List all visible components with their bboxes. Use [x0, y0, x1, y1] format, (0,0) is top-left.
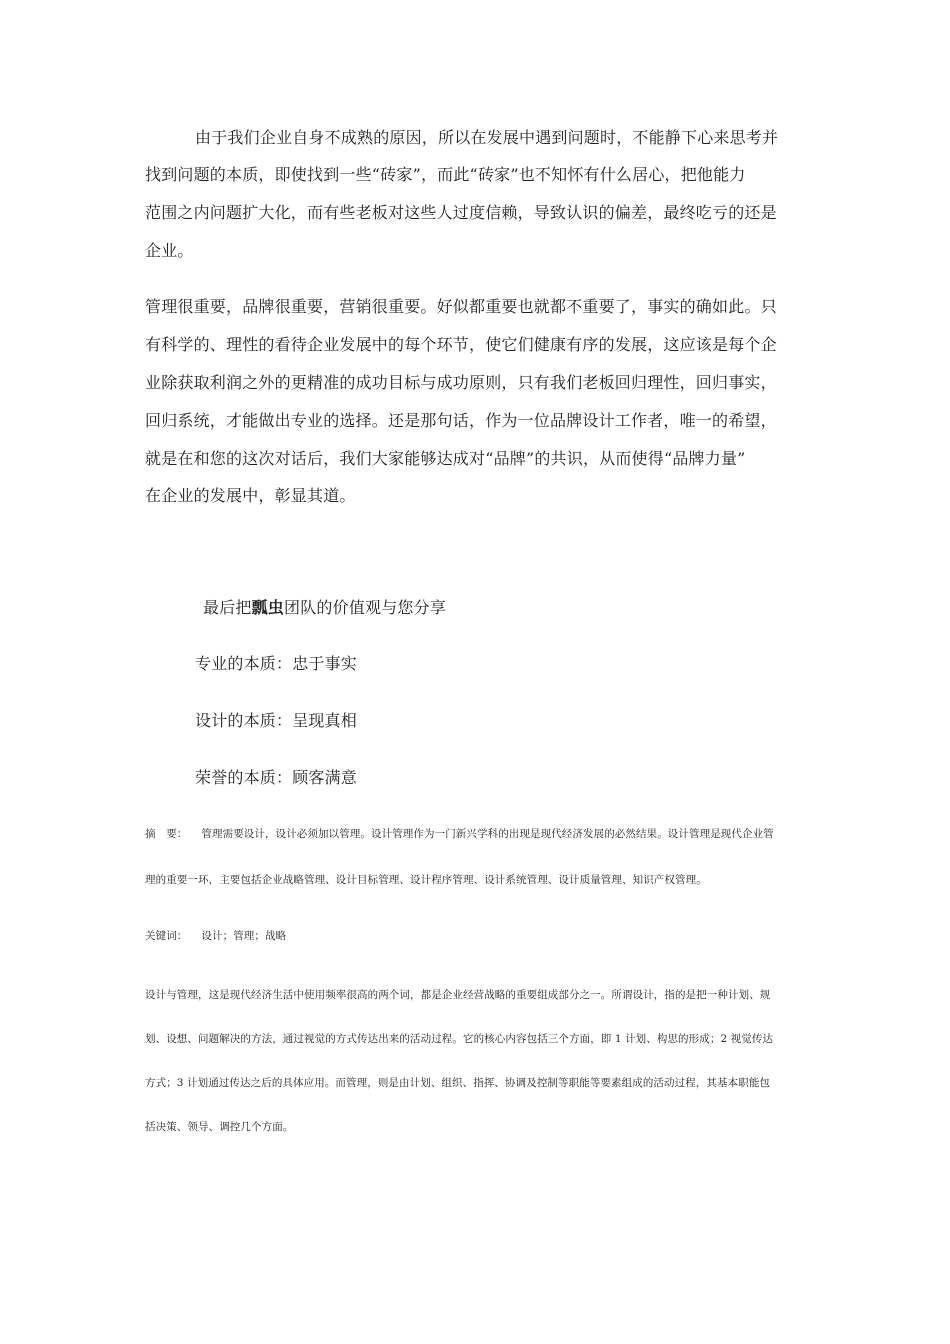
paragraph-line: 由于我们企业自身不成熟的原因，所以在发展中遇到问题时，不能静下心来思考并 [195, 128, 779, 147]
body-line: 方式；3 计划通过传达之后的具体应用。而管理，则是由计划、组织、指挥、协调及控制等职能等要素组成的活动过程，其基本职能包 [145, 1077, 771, 1089]
body-line: 设计与管理，这是现代经济生活中使用频率很高的两个词，都是企业经营战略的重要组成部分之一。所谓设计，指的是把一种计划、规 [145, 989, 771, 1001]
abstract-line [145, 827, 774, 841]
paragraph-line: 回归系统，才能做出专业的选择。还是那句话，作为一位品牌设计工作者，唯一的希望， [145, 411, 777, 430]
values-intro [203, 598, 446, 618]
paragraph-line: 就是在和您的这次对话后，我们大家能够达成对“品牌”的共识，从而使得“品牌力量” [145, 449, 746, 468]
abstract-line: 理的重要一环，主要包括企业战略管理、设计目标管理、设计程序管理、设计系统管理、设计质量管理、知识产权管理。 [145, 874, 707, 886]
value-item: 荣誉的本质：顾客满意 [195, 768, 358, 787]
abstract-label: 摘 要： [145, 828, 188, 840]
keywords-value: 设计；管理；战略 [201, 930, 287, 942]
team-name: 瓢虫 [251, 598, 285, 617]
paragraph-line: 在企业的发展中，彰显其道。 [145, 486, 356, 505]
value-item: 设计的本质：呈现真相 [195, 711, 358, 730]
keywords-line [145, 929, 286, 943]
paragraph-line: 业除获取利润之外的更精准的成功目标与成功原则，只有我们老板回归理性，回归事实， [145, 373, 777, 392]
body-line: 括决策、领导、调控几个方面。 [145, 1121, 294, 1133]
value-item: 专业的本质：忠于事实 [195, 654, 358, 673]
paragraph-line: 管理很重要，品牌很重要，营销很重要。好似都重要也就都不重要了，事实的确如此。只 [145, 297, 777, 316]
paragraph-line: 企业。 [145, 241, 194, 260]
keywords-label: 关键词： [145, 930, 188, 942]
paragraph-line: 找到问题的本质，即使找到一些“砖家”，而此“砖家”也不知怀有什么居心，把他能力 [145, 165, 746, 184]
paragraph-line: 范围之内问题扩大化，而有些老板对这些人过度信赖，导致认识的偏差，最终吃亏的还是 [145, 203, 777, 222]
values-intro-before: 最后把 [203, 598, 252, 617]
abstract-text: 管理需要设计，设计必须加以管理。设计管理作为一门新兴学科的出现是现代经济发展的必然结果。设计管理是现代企业管 [201, 828, 774, 840]
values-intro-after: 团队的价值观与您分享 [284, 598, 447, 617]
paragraph-line: 有科学的、理性的看待企业发展中的每个环节，使它们健康有序的发展，这应该是每个企 [145, 335, 777, 354]
body-line: 划、设想、问题解决的方法，通过视觉的方式传达出来的活动过程。它的核心内容包括三个方面，即 1 计划、构思的形成；2 视觉传达 [145, 1033, 774, 1045]
